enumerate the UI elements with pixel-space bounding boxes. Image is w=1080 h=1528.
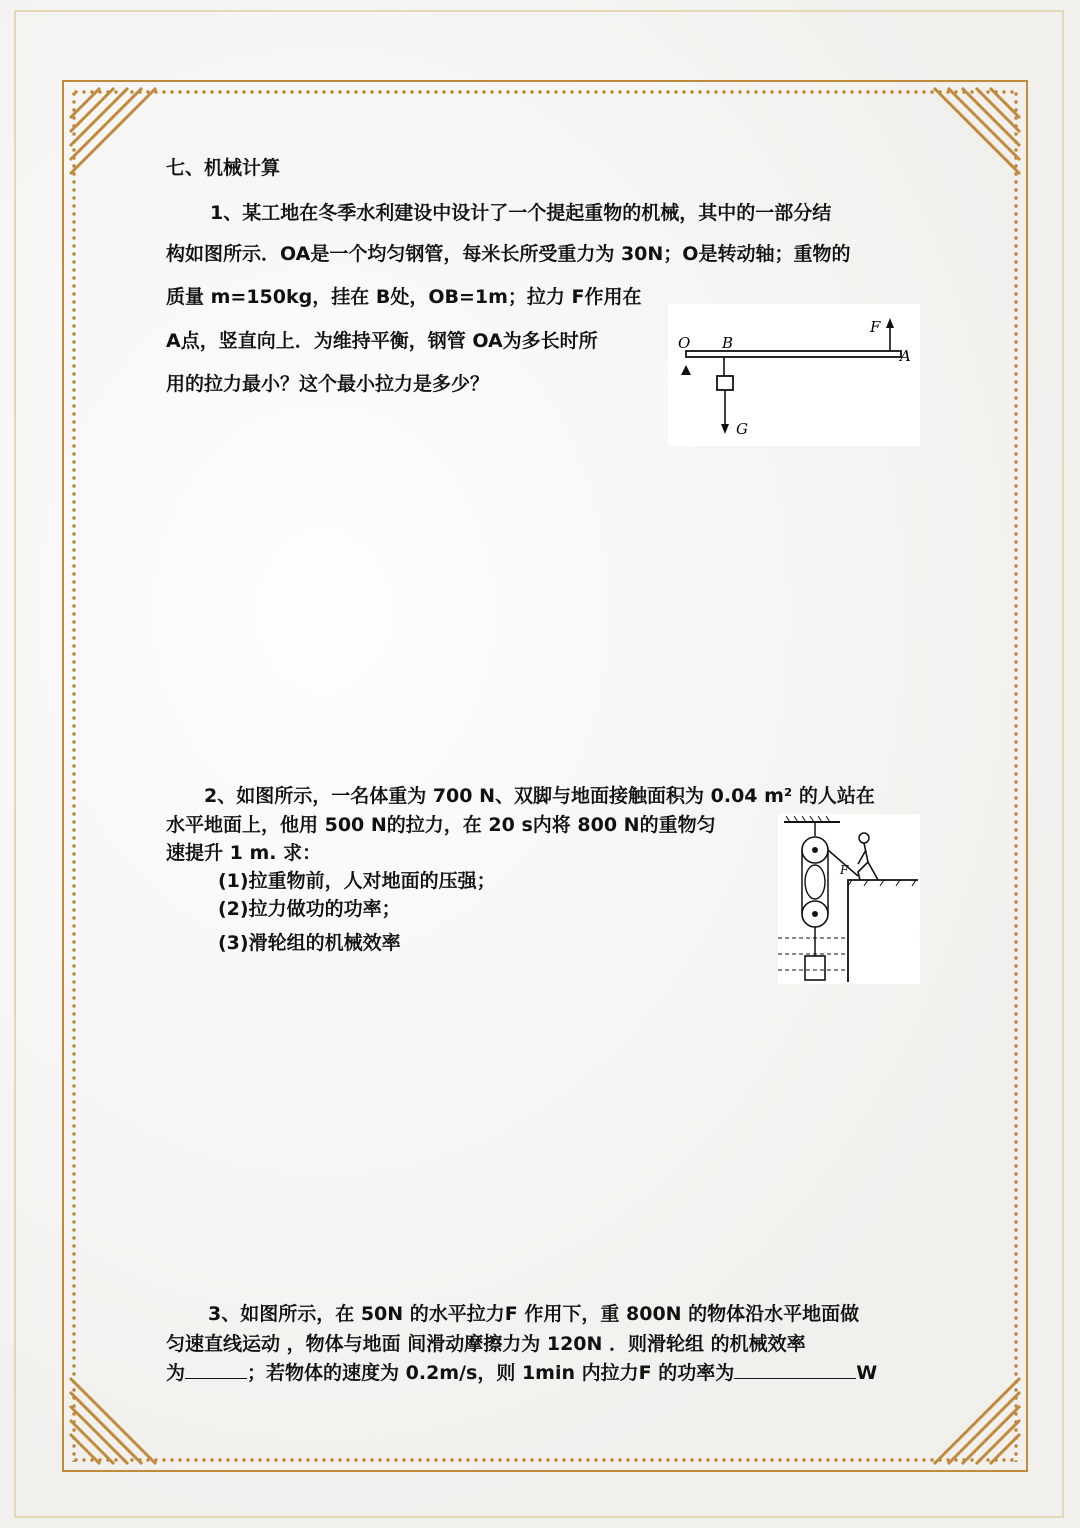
q3-line-1: 3、如图所示，在 50N 的水平拉力F 作用下，重 800N 的物体沿水平地面做 <box>208 1303 860 1325</box>
label-a: A <box>900 347 911 365</box>
frame-line-right <box>1026 80 1028 1472</box>
q2-pulley-figure <box>778 814 920 984</box>
frame-dots-right <box>1014 90 1018 1462</box>
frame-line-left <box>62 80 64 1472</box>
weight-box <box>717 376 733 390</box>
person-head <box>859 833 869 843</box>
person-arm <box>858 850 866 864</box>
force-arrow-head <box>886 318 894 328</box>
frame-dots-left <box>72 90 76 1462</box>
movable-pulley-axle <box>812 911 818 917</box>
q1-line-4: A点，竖直向上．为维持平衡，钢管 OA为多长时所 <box>166 330 598 352</box>
efficiency-blank[interactable] <box>185 1358 247 1379</box>
pivot-triangle <box>681 365 691 375</box>
q3-line-3-middle: ；若物体的速度为 0.2m/s，则 1min 内拉力F 的功率为 <box>247 1362 735 1384</box>
gravity-arrow-head <box>721 424 729 434</box>
q1-line-2: 构如图所示．OA是一个均匀钢管，每米长所受重力为 30N；O是转动轴；重物的 <box>166 243 851 265</box>
frame-line-top <box>62 80 1028 82</box>
load-cylinder <box>805 956 825 980</box>
label-f: F <box>870 318 881 336</box>
q3-line-3-prefix: 为 <box>166 1362 186 1384</box>
label-f: F <box>840 863 849 877</box>
person-leg <box>858 862 868 880</box>
corner-ornament-top-right <box>928 80 1028 180</box>
ledge <box>848 880 918 982</box>
q3-line-3-unit: W <box>856 1362 878 1384</box>
q2-line-3: 速提升 1 m. 求： <box>166 842 322 864</box>
corner-ornament-bottom-left <box>62 1372 162 1472</box>
frame-dots-bottom <box>72 1458 1018 1462</box>
q1-line-1: 1、某工地在冬季水利建设中设计了一个提起重物的机械，其中的一部分结 <box>210 202 832 224</box>
q1-lever-figure <box>668 304 920 446</box>
q1-line-3: 质量 m=150kg，挂在 B处，OB=1m；拉力 F作用在 <box>166 286 642 308</box>
frame-dots-top <box>72 90 1018 94</box>
section-title: 七、机械计算 <box>166 157 281 179</box>
fixed-pulley-axle <box>812 847 818 853</box>
lever-bar <box>686 351 901 357</box>
q2-line-2: 水平地面上，他用 500 N的拉力，在 20 s内将 800 N的重物匀 <box>166 814 716 836</box>
q2-item-1: (1)拉重物前，人对地面的压强； <box>218 870 496 892</box>
power-blank[interactable] <box>734 1358 856 1379</box>
q2-item-3: (3)滑轮组的机械效率 <box>218 932 401 954</box>
label-b: B <box>722 334 734 352</box>
q3-line-2: 匀速直线运动 ，物体与地面 间滑动摩擦力为 120N ．则滑轮组 的机械效率 <box>166 1333 806 1355</box>
frame-line-bottom <box>62 1470 1028 1472</box>
q2-item-2: (2)拉力做功的功率； <box>218 898 401 920</box>
label-g: G <box>736 420 748 438</box>
rope-loop <box>805 865 825 899</box>
q1-line-5: 用的拉力最小？这个最小拉力是多少？ <box>166 373 490 395</box>
label-o: O <box>678 334 691 352</box>
q3-line-3 <box>166 1358 877 1387</box>
corner-ornament-bottom-right <box>928 1372 1028 1472</box>
q2-line-1: 2、如图所示，一名体重为 700 N、双脚与地面接触面积为 0.04 m² 的人站在 <box>204 785 875 807</box>
person-body <box>864 843 878 880</box>
corner-ornament-top-left <box>62 80 162 180</box>
